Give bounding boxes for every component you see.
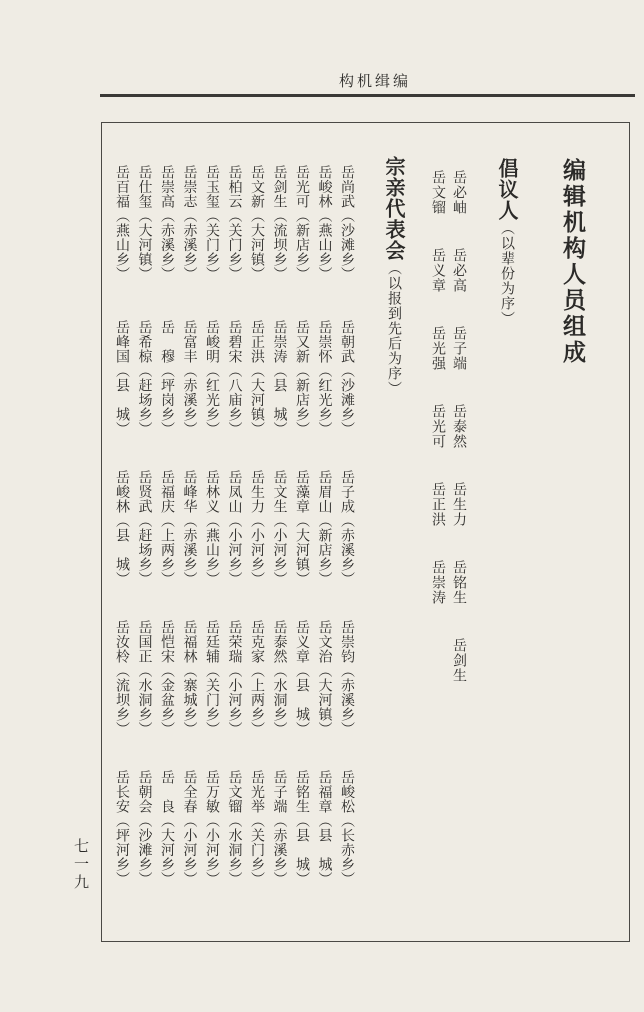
representative-entry: 岳崇志（赤溪乡）: [181, 165, 198, 281]
representative-entry: 岳福章（县 城）: [316, 770, 333, 886]
representative-entry: 岳柏云（关门乡）: [226, 165, 243, 281]
representative-entry: 岳崇涛（县 城）: [271, 320, 288, 436]
representative-entry: 岳希椋（赶场乡）: [136, 320, 153, 436]
representatives-heading: [384, 156, 404, 396]
representative-entry: 岳仕玺（大河镇）: [136, 165, 153, 281]
representative-entry: 岳剑生（流坝乡）: [271, 165, 288, 281]
representative-entry: 岳光可（新店乡）: [294, 165, 310, 281]
representative-entry: 岳眉山（新店乡）: [316, 470, 333, 586]
representative-entry: 岳峰华（赤溪乡）: [181, 470, 198, 586]
representative-entry: 岳又新（新店乡）: [294, 320, 310, 436]
initiator-name: 岳剑生: [451, 638, 467, 683]
representative-entry: 岳富丰（赤溪乡）: [181, 320, 198, 436]
representative-entry: 岳碧宋（八庙乡）: [226, 320, 243, 436]
representative-entry: 岳克家（上两乡）: [249, 620, 265, 736]
initiator-name: 岳子端: [451, 326, 467, 371]
initiators-note: （以辈份为序）: [499, 221, 515, 326]
representative-entry: 岳生力（小河乡）: [249, 470, 265, 586]
representative-entry: 岳福庆（上两乡）: [159, 470, 175, 586]
initiator-name: 岳崇涛: [430, 560, 446, 605]
representative-entry: 岳福林（寨城乡）: [181, 620, 198, 736]
representative-entry: 岳铭生（县 城）: [294, 770, 310, 886]
representative-entry: 岳长安（坪河乡）: [114, 770, 130, 886]
representative-entry: 岳万敏（小河乡）: [204, 770, 220, 886]
representative-entry: 岳义章（县 城）: [294, 620, 310, 736]
representative-entry: 岳泰然（水洞乡）: [271, 620, 288, 736]
initiator-name: 岳必岫: [451, 170, 467, 215]
initiators-heading: [497, 158, 517, 326]
representative-entry: 岳玉玺（关门乡）: [204, 165, 220, 281]
representative-entry: 岳崇高（赤溪乡）: [159, 165, 175, 281]
representative-entry: 岳峰国（县 城）: [114, 320, 130, 436]
representative-entry: 岳林义（燕山乡）: [204, 470, 220, 586]
initiator-name: 岳必高: [451, 248, 467, 293]
initiator-name: 岳铭生: [451, 560, 467, 605]
representative-entry: 岳崇怀（红光乡）: [316, 320, 333, 436]
content-frame: [101, 122, 630, 942]
representative-entry: 岳文治（大河镇）: [316, 620, 333, 736]
representative-entry: 岳汝柃（流坝乡）: [114, 620, 130, 736]
initiators-heading-text: 倡议人: [495, 158, 519, 221]
representative-entry: 岳朝会（沙滩乡）: [136, 770, 153, 886]
representative-entry: 岳贤武（赶场乡）: [136, 470, 153, 586]
representative-entry: 岳国正（水洞乡）: [136, 620, 153, 736]
representative-entry: 岳恺宋（金盆乡）: [159, 620, 175, 736]
initiator-name: 岳泰然: [451, 404, 467, 449]
representative-entry: 岳子成（赤溪乡）: [339, 470, 355, 586]
initiator-name: 岳生力: [451, 482, 467, 527]
initiator-name: 岳义章: [430, 248, 446, 293]
representative-entry: 岳廷辅（关门乡）: [204, 620, 220, 736]
representative-entry: 岳文生（小河乡）: [271, 470, 288, 586]
representative-entry: 岳光举（关门乡）: [249, 770, 265, 886]
page-header-title: 构机缉编: [338, 72, 411, 90]
header-rule: [100, 94, 635, 97]
representative-entry: 岳荣瑞（小河乡）: [226, 620, 243, 736]
representative-entry: 岳正洪（大河镇）: [249, 320, 265, 436]
initiator-name: 岳正洪: [430, 482, 446, 527]
page-number: 七一九: [72, 838, 90, 892]
representative-entry: 岳文镏（水洞乡）: [226, 770, 243, 886]
representative-entry: 岳峻明（红光乡）: [204, 320, 220, 436]
representative-entry: 岳凤山（小河乡）: [226, 470, 243, 586]
representative-entry: 岳峻林（燕山乡）: [316, 165, 333, 281]
representatives-heading-text: 宗亲代表会: [382, 156, 406, 261]
initiator-name: 岳光强: [430, 326, 446, 371]
representative-entry: 岳尚武（沙滩乡）: [339, 165, 355, 281]
representative-entry: 岳朝武（沙滩乡）: [339, 320, 355, 436]
representative-entry: 岳 穆（坪岗乡）: [159, 320, 175, 436]
representative-entry: 岳峻林（县 城）: [114, 470, 130, 586]
representative-entry: 岳 良（大河乡）: [159, 770, 175, 886]
initiator-name: 岳光可: [430, 404, 446, 449]
representative-entry: 岳百福（燕山乡）: [114, 165, 130, 281]
representatives-note: （以报到先后为序）: [386, 261, 402, 396]
representative-entry: 岳全春（小河乡）: [181, 770, 198, 886]
main-title: 编辑机构人员组成: [559, 158, 586, 366]
representative-entry: 岳藻章（大河镇）: [294, 470, 310, 586]
representative-entry: 岳文新（大河镇）: [249, 165, 265, 281]
initiator-name: 岳文镏: [430, 170, 446, 215]
representative-entry: 岳崇钧（赤溪乡）: [339, 620, 355, 736]
representative-entry: 岳子端（赤溪乡）: [271, 770, 288, 886]
representative-entry: 岳峻松（长赤乡）: [339, 770, 355, 886]
